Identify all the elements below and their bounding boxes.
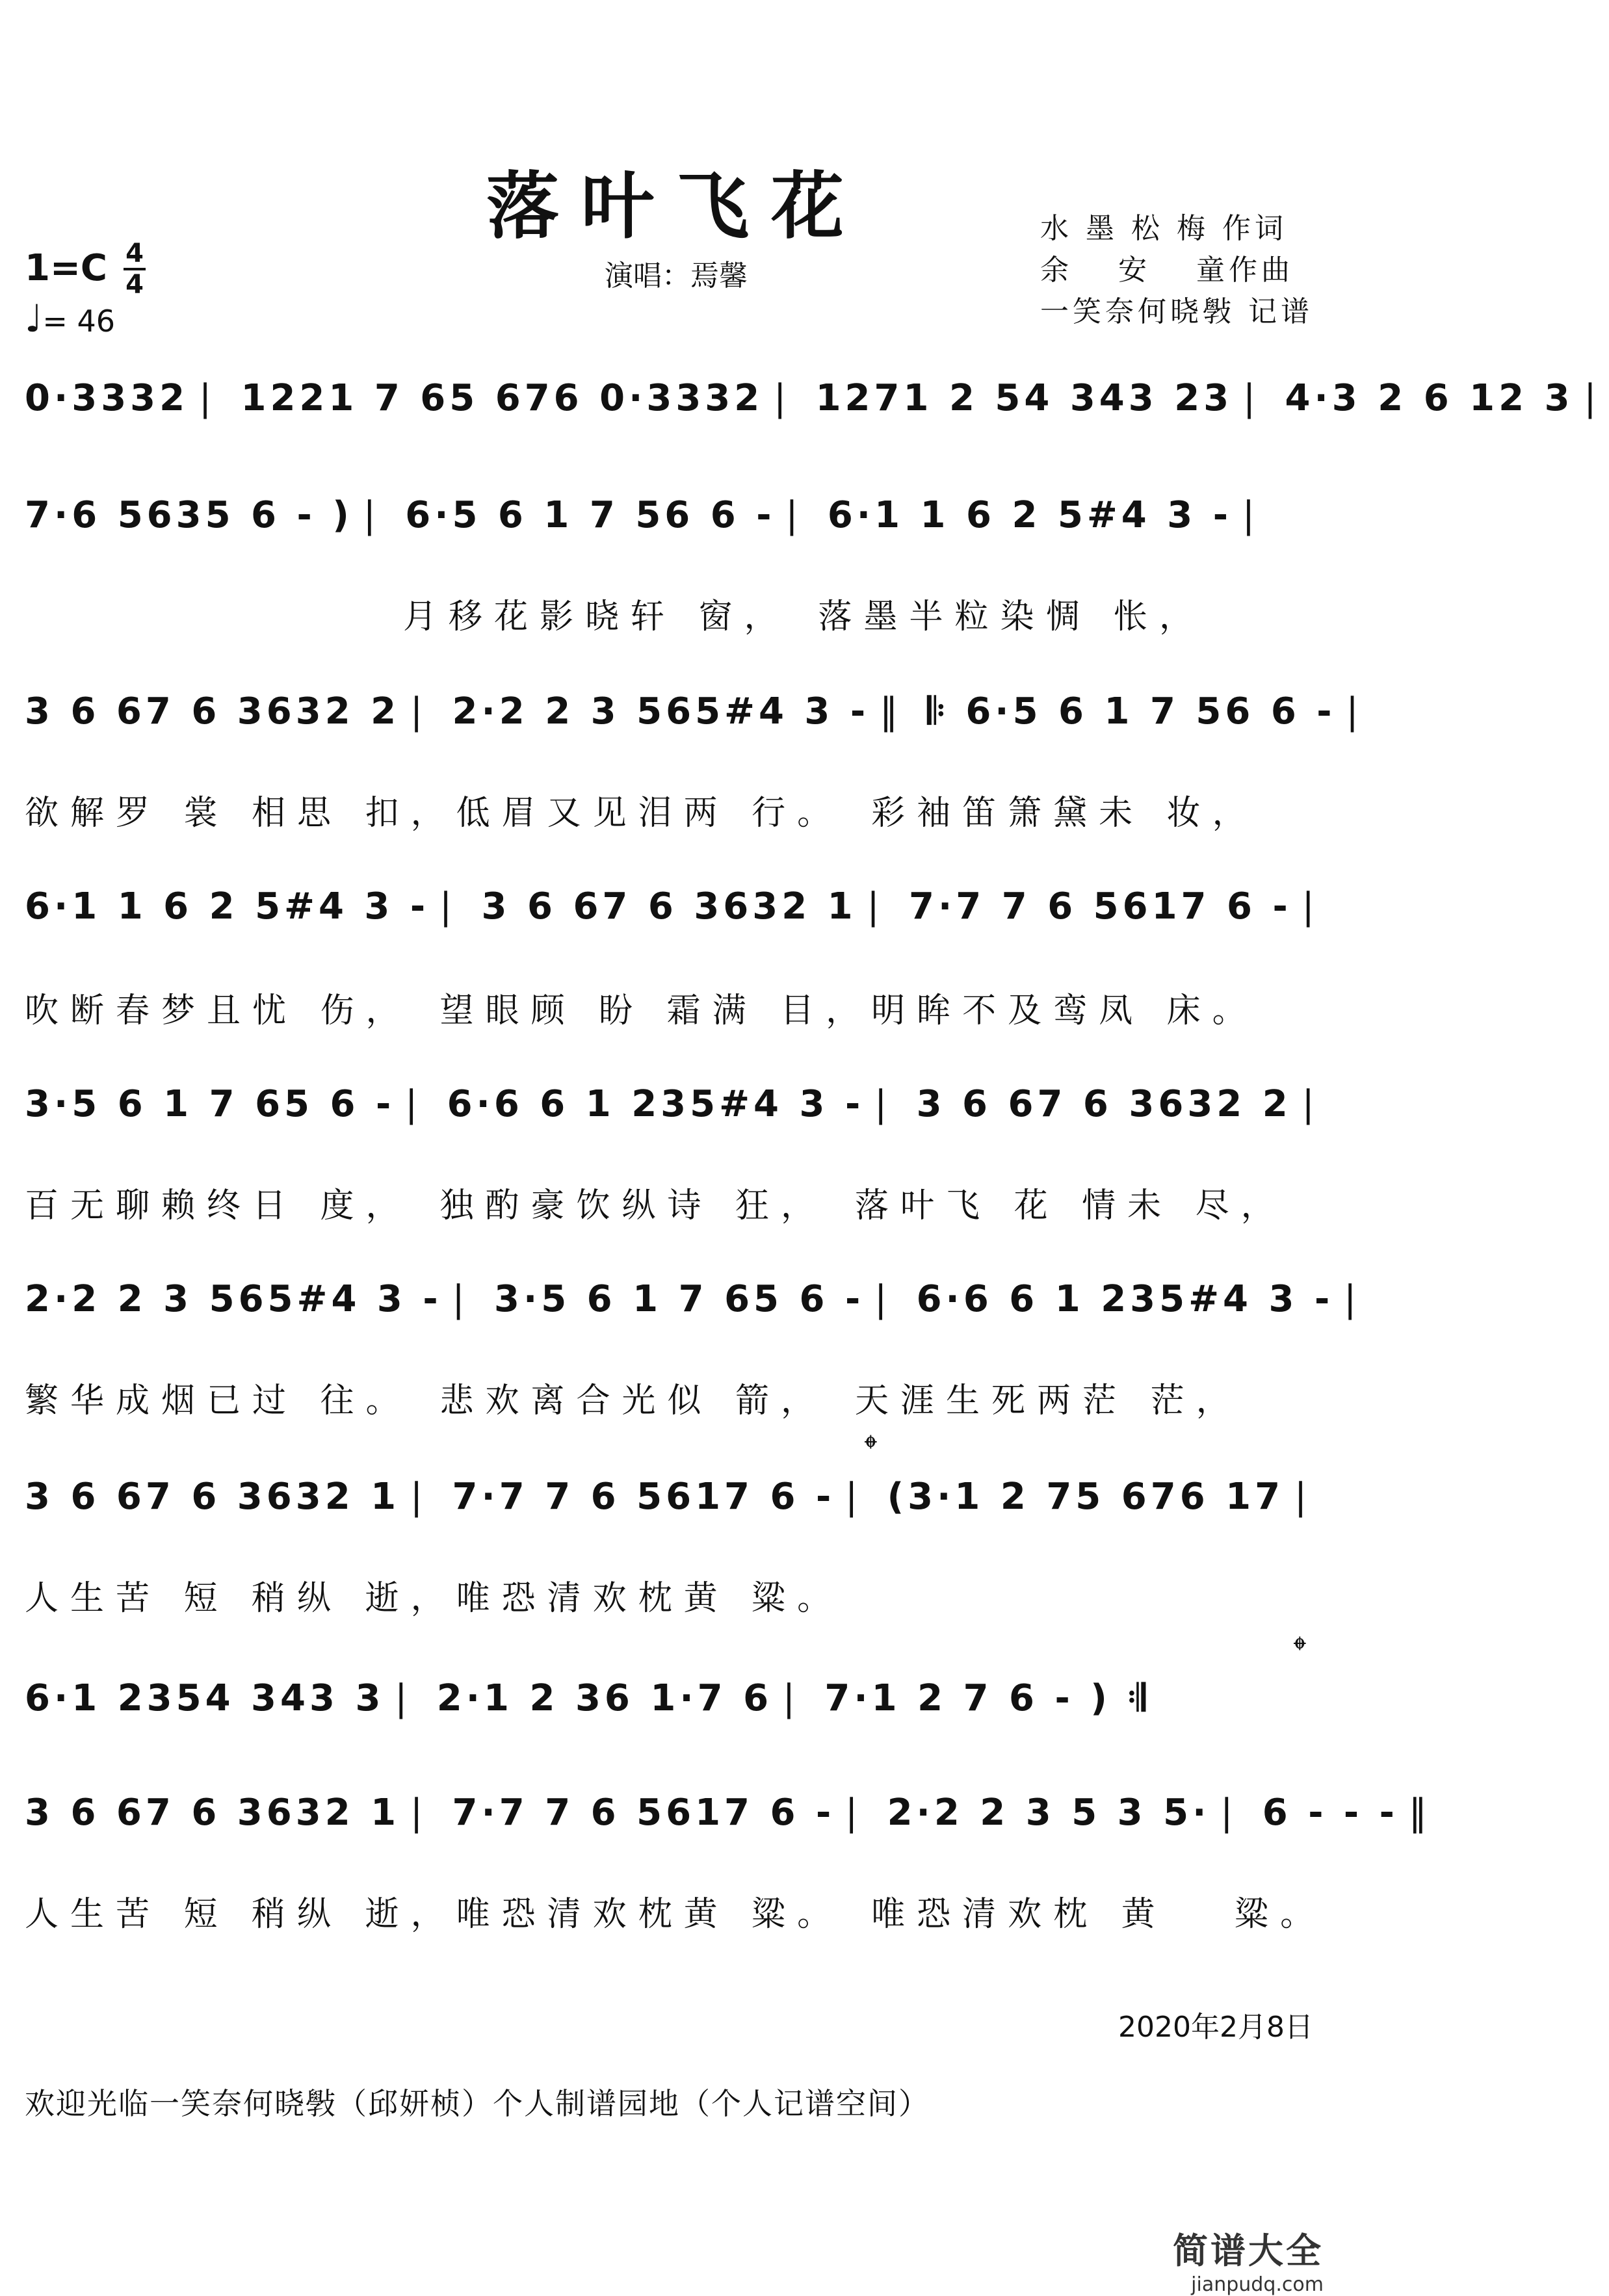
music-line-8	[25, 1677, 1328, 1740]
barline: |	[199, 377, 215, 419]
measure: 3 6 67 6 3632 1	[481, 885, 857, 928]
barline: |	[410, 690, 427, 733]
footer-note: 欢迎光临一笑奈何晓斅（邱妍桢）个人制谱园地（个人记谱空间）	[25, 2086, 930, 2121]
barline: |	[395, 1677, 412, 1719]
barline: |	[452, 1278, 469, 1320]
measure: 6·1 2354 343 3	[25, 1677, 385, 1719]
logo-url: jianpudq.com	[1191, 2273, 1324, 2296]
measure: 3 6 67 6 3632 2	[916, 1083, 1292, 1125]
tempo-marking	[25, 296, 115, 341]
barline: |	[439, 885, 456, 928]
time-signature-bottom: 4	[125, 270, 144, 300]
measure: 3·5 6 1 7 65 6 -	[493, 1278, 865, 1320]
barline: |	[1302, 1083, 1318, 1125]
measure: 4·3 2 6 12 3	[1285, 377, 1574, 419]
measure: 𝄆 6·5 6 1 7 56 6 -	[927, 690, 1336, 733]
music-line-9	[25, 1792, 1431, 1854]
music-line-6	[25, 1278, 1361, 1340]
measure: 3 6 67 6 3632 1	[25, 1476, 400, 1518]
music-line-7	[25, 1476, 1328, 1538]
lyricist-credit: 水 墨 松 梅 作词	[1040, 212, 1287, 245]
barline: |	[783, 1677, 799, 1719]
measure: 2·2 2 3 5 3 5·	[887, 1792, 1210, 1834]
barline: |	[774, 377, 791, 419]
key-signature: 1=C	[25, 247, 107, 289]
site-logo	[1173, 2223, 1324, 2296]
measure: 6·5 6 1 7 56 6 -	[405, 494, 776, 536]
barline: |	[1344, 1278, 1361, 1320]
music-line-1	[25, 377, 1601, 439]
measure: (3·1 2 75 676 17	[887, 1476, 1285, 1518]
logo-text: 简谱大全	[1173, 2230, 1324, 2271]
lyric-line-5: 繁华成烟已过 往。 悲欢离合光似 箭， 天涯生死两茫 茫，	[25, 1381, 1242, 1420]
measure: 2·2 2 3 565#4 3 -	[25, 1278, 442, 1320]
barline: |	[1243, 377, 1260, 419]
time-signature	[124, 241, 146, 298]
lyric-line-4: 百无聊赖终日 度， 独酌豪饮纵诗 狂， 落叶飞 花 情未 尽，	[25, 1186, 1287, 1225]
coda-icon-end: 𝄌	[1294, 1629, 1306, 1670]
lyric-line-1: 月移花影晓轩 窗， 落墨半粒染惆 怅，	[403, 597, 1205, 636]
quarter-note-icon: ♩	[25, 296, 43, 341]
measure: 6·6 6 1 235#4 3 -	[916, 1278, 1334, 1320]
barline: |	[874, 1083, 891, 1125]
barline: ‖	[880, 690, 902, 733]
final-barline: ‖	[1408, 1792, 1431, 1834]
song-title: 落叶飞花	[486, 164, 866, 249]
barline: |	[785, 494, 802, 536]
measure: 2·1 2 36 1·7 6	[436, 1677, 773, 1719]
barline: |	[1346, 690, 1363, 733]
singer-credit: 演唱：焉馨	[605, 259, 748, 293]
music-line-5	[25, 1083, 1328, 1145]
measure: 0·3332	[25, 377, 189, 419]
measure: 2·2 2 3 565#4 3 -	[452, 690, 870, 733]
lyric-line-6: 人生苦 短 稍纵 逝，唯恐清欢枕黄 粱。	[25, 1579, 843, 1618]
lyric-line-3: 吹断春梦且忧 伤， 望眼顾 盼 霜满 目，明眸不及鸾凤 床。	[25, 991, 1258, 1030]
barline: |	[410, 1792, 427, 1834]
measure: 7·7 7 6 5617 6 -	[452, 1792, 835, 1834]
measure: 7·1 2 7 6 - ) 𝄇	[824, 1677, 1149, 1719]
transcription-date: 2020年2月8日	[1118, 2011, 1313, 2044]
measure: 3 6 67 6 3632 2	[25, 690, 400, 733]
music-line-2	[25, 494, 1328, 556]
barline: |	[1302, 885, 1318, 928]
barline: |	[410, 1476, 427, 1518]
barline: |	[845, 1476, 862, 1518]
measure: 6 - - -	[1262, 1792, 1398, 1834]
music-line-4	[25, 885, 1328, 948]
measure: 1271 2 54 343 23	[815, 377, 1233, 419]
barline: |	[874, 1278, 891, 1320]
tempo-value: = 46	[42, 304, 116, 339]
measure: 7·7 7 6 5617 6 -	[909, 885, 1292, 928]
measure: 6·1 1 6 2 5#4 3 -	[827, 494, 1232, 536]
transcriber-credit: 一笑奈何晓斅 记谱	[1040, 295, 1313, 328]
measure: 7·7 7 6 5617 6 -	[452, 1476, 835, 1518]
lyric-line-7: 人生苦 短 稍纵 逝，唯恐清欢枕黄 粱。 唯恐清欢枕 黄 粱。	[25, 1895, 1326, 1934]
barline: |	[1242, 494, 1259, 536]
measure: 6·6 6 1 235#4 3 -	[447, 1083, 865, 1125]
coda-icon: 𝄌	[865, 1428, 877, 1468]
measure: 1221 7 65 676 0·3332	[241, 377, 764, 419]
lyric-line-2: 欲解罗 裳 相思 扣，低眉又见泪两 行。 彩袖笛箫黛未 妆，	[25, 794, 1258, 833]
measure: 3 6 67 6 3632 1	[25, 1792, 400, 1834]
composer-credit: 余 安 童作曲	[1040, 254, 1294, 287]
barline: |	[1220, 1792, 1237, 1834]
barline: |	[867, 885, 883, 928]
barline: |	[1294, 1476, 1311, 1518]
barline: |	[1584, 377, 1601, 419]
time-signature-top: 4	[125, 239, 144, 268]
barline: |	[405, 1083, 422, 1125]
barline: |	[363, 494, 380, 536]
music-line-3	[25, 690, 1363, 753]
measure: 7·6 5635 6 - )	[25, 494, 353, 536]
credits-block	[1040, 208, 1313, 333]
measure: 3·5 6 1 7 65 6 -	[25, 1083, 395, 1125]
barline: |	[845, 1792, 862, 1834]
measure: 6·1 1 6 2 5#4 3 -	[25, 885, 430, 928]
